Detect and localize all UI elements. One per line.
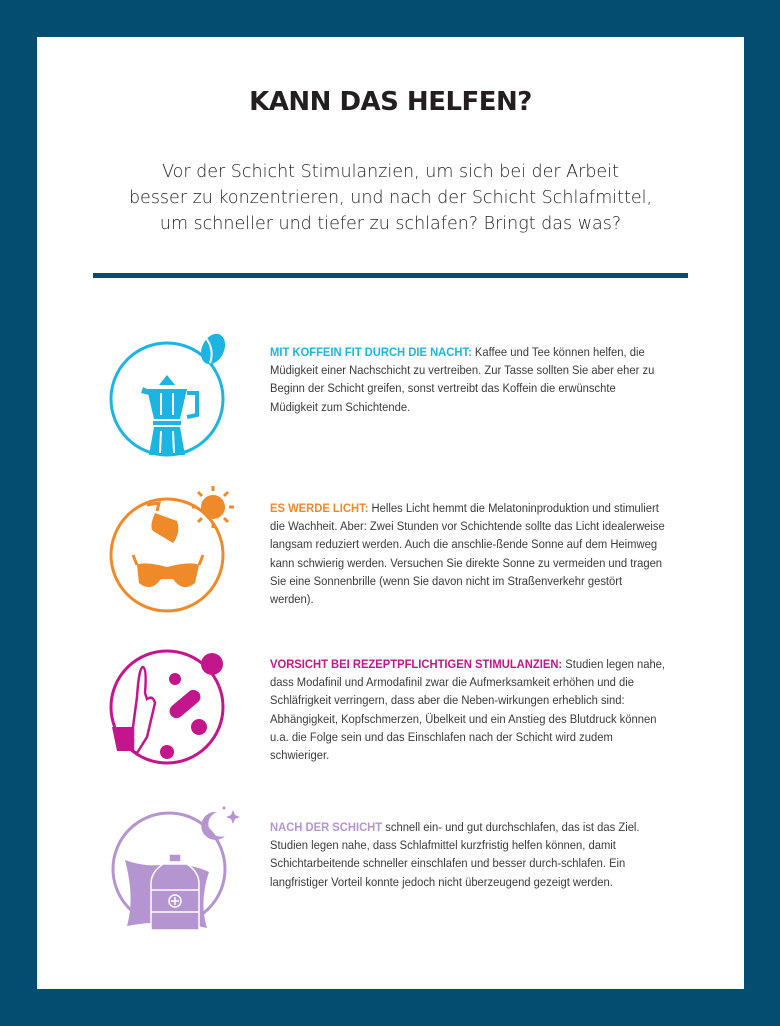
intro-line: Vor der Schicht Stimulanzien, um sich bei der Arbeit (162, 162, 619, 182)
intro-line: besser zu konzentrieren, und nach der Schicht Schlafmittel, (128, 188, 653, 208)
moka-pot-coffee-bean-icon (107, 327, 242, 462)
tip-text (270, 499, 666, 608)
tip-lead: MIT KOFFEIN FIT DURCH DIE NACHT: (270, 345, 472, 359)
tip-text (270, 655, 666, 764)
hand-stop-pills-icon (107, 647, 242, 782)
intro-line: um schneller und tiefer zu schlafen? Bringt das was? (159, 214, 622, 234)
divider (93, 273, 688, 278)
tip-lead: VORSICHT BEI REZEPTPFLICHTIGEN STIMULANZIEN: (270, 657, 563, 671)
tip-body: Studien legen nahe, dass Modafinil und Armodafinil zwar die Aufmerksamkeit erhöhen und die Schläfrigkeit verringern, dass aber die Neben-wirkungen erheblich sind: Abhängigkeit, Kopfschmerzen, Übelkeit und ein Anstieg des Blutdruck können u.a. die Folge sein und das Einschlafen nach der Schicht wird zudem schwieriger. (270, 657, 666, 763)
tip-lead: ES WERDE LICHT: (270, 501, 369, 515)
tip-text (270, 818, 666, 891)
pillow-medicine-bottle-moon-icon (107, 802, 242, 937)
intro-text (97, 159, 684, 237)
tip-lead: NACH DER SCHICHT (270, 820, 383, 834)
tip-body: Kaffee und Tee können helfen, die Müdigkeit einer Nachschicht zu vertreiben. Zur Tasse sollten Sie aber eher zu Beginn der Schicht greifen, sonst vertreibt das Koffein die erwünschte Müdigkeit zum Schichtende. (270, 345, 655, 414)
content-panel (37, 37, 744, 989)
page-title: KANN DAS HELFEN? (249, 87, 532, 117)
tip-body: Helles Licht hemmt die Melatoninproduktion und stimuliert die Wachheit. Aber: Zwei Stunden vor Schichtende sollte das Licht idealerweise langsam reduziert werden. Auch die anschlie-ßende Sonne auf dem Heimweg kann schwierig werden. Versuchen Sie direkte Sonne zu vermeiden und tragen Sie eine Sonnenbrille (wenn Sie davon nicht im Straßenverkehr gestört werden). (270, 501, 665, 607)
tip-body: schnell ein- und gut durchschlafen, das ist das Ziel. Studien legen nahe, dass Schlafmittel kurzfristig helfen können, damit Schichtarbeitende schneller einschlafen und besser durch-schlafen. Ein langfristiger Vorteil konnte jedoch nicht überzeugend gezeigt werden. (270, 820, 640, 889)
tip-text (270, 343, 666, 416)
lamp-sun-sunglasses-icon (107, 483, 242, 618)
